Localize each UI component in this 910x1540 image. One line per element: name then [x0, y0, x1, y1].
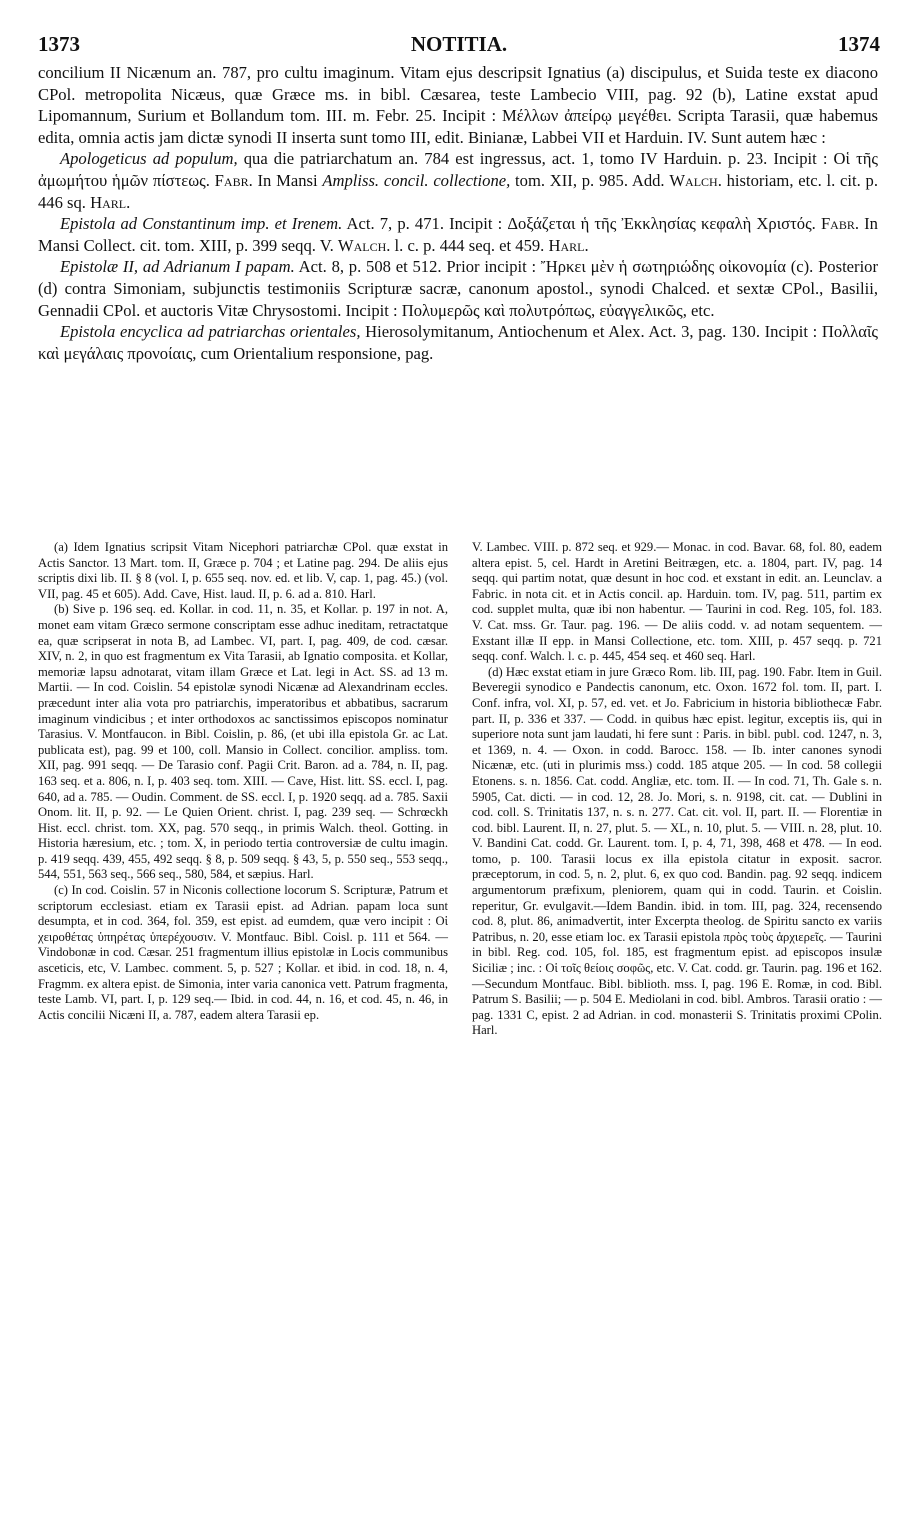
entry-title: Epistolæ II, ad Adrianum I papam. [60, 257, 295, 277]
entry-apologeticus [38, 148, 878, 213]
main-text [38, 62, 878, 364]
author-abbrev: Harl. [90, 192, 131, 212]
entry-text: In Mansi [252, 170, 323, 190]
page-header [38, 32, 880, 60]
entry-title: Epistola ad Constantinum imp. et Irenem. [60, 214, 343, 234]
author-abbrev: Harl. [548, 235, 589, 255]
footnotes-right-column [472, 540, 882, 1039]
entry-title: Epistola encyclica ad patriarchas orientales, [60, 322, 361, 342]
author-abbrev: Fabr. [214, 170, 253, 190]
entry-epistolae-adrianum [38, 256, 878, 321]
footnotes-left-column [38, 540, 448, 1023]
footnote-c-continued: V. Lambec. VIII. p. 872 seq. et 929.— Monac. in cod. Bavar. 68, fol. 80, eadem altera epist. 5, cel. Hardt in Aretini Beitrægen, etc. a. 1804, part. IV, pag. 14 seqq. qui partim notat, quæ desunt in hoc cod. et exstant in edit. an. Leunclav. a Fabric. in nota cit. et in Actis concil. ap. Harduin. tom. IV, pag. 511, partim ex cod. supplet multa, quæ ibi non habentur. — Taurini in cod. Reg. 105, fol. 183. V. Cat. mss. Gr. Taur. pag. 196. — De aliis codd. v. ad notam sequentem. — Exstant illæ II epp. in Mansi Collectione, etc. tom. XIII, p. 457 seqq. p. 721 seqq. conf. Walch. l. c. p. 445, 454 seq. et 460 seq. Harl. [472, 540, 882, 664]
footnote-a: (a) Idem Ignatius scripsit Vitam Nicephori patriarchæ CPol. quæ exstat in Actis Sanctor. 13 Mart. tom. II, Græce p. 704 ; et Latine pag. 294. De aliis ejus scriptis dixi lib. II. § 8 (vol. I, p. 655 seq. nov. ed. et lib. V, cap. 1, pag. 45.) (vol. VII, pag. 45 et 605). Add. Cave, Hist. laud. II, p. 6. ad a. 810. Harl. [38, 540, 448, 601]
left-page-number: 1373 [38, 32, 80, 56]
entry-title: Apologeticus ad populum, [60, 149, 238, 169]
work-title: Ampliss. concil. collectione, [322, 170, 511, 190]
entry-text: Hierosolymitanum, Antiochenum et Alex. Act. 3, pag. 130. Incipit : Πολλαῖς καὶ μεγάλαις προνοίαις, cum Orientalium responsione, pag. [38, 322, 878, 363]
entry-epistola-constantinum [38, 213, 878, 256]
entry-epistola-encyclica [38, 321, 878, 364]
author-abbrev: Walch. [669, 170, 722, 190]
entry-text: In Mansi Collect. cit. tom. XIII, p. 399 seqq. V. [38, 214, 878, 255]
footnote-d: (d) Hæc exstat etiam in jure Græco Rom. lib. III, pag. 190. Fabr. Item in Guil. Beveregii synodico e Pandectis canonum, etc. Oxon. 1672 fol. tom. II, part. I. Conf. infra, vol. XI, p. 57, ed. vet. et Jo. Fabricium in historia bibliothecæ Fabr. part. II, p. 336 et 337. — Codd. in quibus hæc epist. legitur, exceptis iis, qui in superiore nota sunt jam laudati, hi fere sunt : Paris. in bibl. publ. cod. 1247, n. 3, et 1369, n. 4. — Oxon. in codd. Barocc. 158. — Ib. inter canones synodi Nicænæ, etc. (uti in plurimis mss.) codd. 185 atque 205. — In cod. 58 collegii Etonens. s. n. 1856. Cat. codd. Angliæ, etc. tom. II. — In cod. 71, Th. Gale s. n. 5905, Cat. dicti. — in cod. 12, 28. Jo. Mori, s. n. 9198, cit. cat. — Dublini in cod. coll. S. Trinitatis 137, n. s. n. 277. Cat. cit. vol. II, part. II. — Florentiæ in cod. bibl. Laurent. II, n. 27, plut. 5. — XL, n. 10, plut. 5. — VIII. n. 28, plut. 10. V. Bandini Cat. codd. Gr. Laurent. tom. I, p. 4, 71, 398, 468 et 478. — In eod. tomo, p. 100. Tarasii locus ex illa epistola citatur in exposit. sacror. præceptorum, in cod. 5, n. 2, plut. 6, ex quo cod. Bandin. pag. 92 seqq. indicem argumentorum præfixum, pleniorem, quam qui in codd. Taurin. et Coislin. reperitur, Gr. evulgavit.—Idem Bandin. ibid. in tom. III, pag. 324, recensendo cod. 8, plut. 86, animadvertit, inter Excerpta theolog. de Spiritu sancto ex variis Patribus, n. 20, esse etiam loc. ex Tarasii epistola πρὸς τοὺς ἀρχιερεῖς. — Taurini in bibl. Reg. cod. 105, fol. 185, est fragmentum epist. ad episcopos insulæ Siciliæ ; inc. : Οἱ τοῖς θείοις σοφῶς, etc. V. Cat. codd. gr. Taurin. pag. 196 et 162.—Secundum Montfauc. Bibl. biblioth. mss. I, pag. 196 E. Romæ, in cod. Bibl. Patrum S. Basilii; — p. 504 E. Mediolani in cod. bibl. Ambros. Tarasii oratio : — pag. 1331 C, epist. 2 ad Adrian. in cod. monasterii S. Trinitatis proximi CPolin. Harl. [472, 664, 882, 1038]
footnote-b: (b) Sive p. 196 seq. ed. Kollar. in cod. 11, n. 35, et Kollar. p. 197 in not. A, monet eam vitam Græco sermone conscriptam esse adhuc ineditam, retractatque ea, quæ scripserat in nota B, ad Lambec. VI, part. I, pag. 409, de cod. cæsar. XIV, n. 2, in quo est fragmentum ex Vita Tarasii, ab Ignatio composita. et Kollar, memoriæ lapsu adnotarat, vitam illam Græce et Lat. legi in Act. SS. ad 13 m. Martii. — In cod. Coislin. 54 epistolæ synodi Nicænæ ad Alexandrinam eccles. præcedunt inter alia vota pro patriarchis, imperatoribus et abbatibus, sacrarum imaginum vindicibus ; et inter orthodoxos ac sanctissimos episcopos nominatur Tarasius. V. Montfaucon. in Bibl. Coislin, p. 86, (et ubi illa epistola Gr. ac Lat. publicata est), pag. 99 et 100, coll. Mansio in Collect. concilior. ampliss. tom. XII, pag. 991 seqq. — De Tarasio conf. Pagii Crit. Baron. ad a. 784, n. II, pag. 163 seq. et a. 806, n. I, p. 403 seq. tom. XIII. — Cave, Hist. litt. SS. eccl. I, pag. 640, ad a. 785. — Oudin. Comment. de SS. eccl. I, p. 1920 seqq. ad a. 785. Saxii Onom. lit. II, p. 92. — Le Quien Orient. christ. I, pag. 239 seq. — Schrœckh Hist. eccl. christ. tom. XX, pag. 570 seqq., in primis Walch. theol. Gotting. in Historia hæresium, etc. ; tom. X, in periodo tertia controversiæ de cultu imagin. p. 419 seqq. 439, 455, 492 seqq. § 8, p. 509 seqq. § 43, 5, p. 550 seq., 553 seqq., 544, 551, 563 seq., 566 seq., 580, 584, et sæpius. Harl. [38, 602, 448, 882]
entry-text: historiam, etc. l. cit. p. 446 sq. [38, 170, 878, 212]
entry-text: tom. XII, p. 985. Add. [510, 170, 670, 190]
entry-text: Act. 8, p. 508 et 512. Prior incipit : Ἤρκει μὲν ἡ σωτηριώδης οἰκονομία (c). Posterior (d) contra Simoniam, subjunctis testimoniis Scripturæ sacræ, canonum apostol., synodi Chalced. et sextæ CPol., Basilii, Gennadii CPol. et auctoris Vitæ Chrysostomi. Incipit : Πολυμερῶς καὶ πολυτρόπως, εὐαγγελικῶς, etc. [38, 257, 878, 320]
entry-text: qua die patriarchatum an. 784 est ingressus, act. 1, tomo IV Harduin. p. 23. Incipit : Οἱ τῆς ἀμωμήτου ἡμῶν πίστεως. [38, 149, 878, 190]
running-title: NOTITIA. [410, 32, 508, 56]
right-page-number: 1374 [838, 32, 880, 56]
intro-paragraph: concilium II Nicænum an. 787, pro cultu imaginum. Vitam ejus descripsit Ignatius (a) discipulus, et Suida teste ex diacono CPol. metropolita Nicæus, quæ Græce ms. in bibl. Cæsarea, teste Lambecio VIII, pag. 92 (b), Latine exstat apud Lipomannum, Surium et Bollandum tom. III. m. Febr. 25. Incipit : Μέλλων ἀπείρῳ μεγέθει. Scripta Tarasii, quæ habemus edita, omnia actis jam dictæ synodi II inserta sunt tomo III, edit. Binianæ, Labbei VII et Harduin. IV. Sunt autem hæc : [38, 63, 878, 147]
entry-text: Act. 7, p. 471. Incipit : Δοξάζεται ἡ τῆς Ἐκκλησίας κεφαλὴ Χριστός. [342, 214, 821, 234]
footnote-c: (c) In cod. Coislin. 57 in Niconis collectione locorum S. Scripturæ, Patrum et scriptorum ecclesiast. etiam ex Tarasii epist. ad Adrian. papam loca sunt desumpta, et in cod. 364, fol. 359, est epist. ad eumdem, quæ vero incipit : Οἱ χειροθέτας ὑπηρέτας ὑπερέχουσιν. V. Montfauc. Bibl. Coisl. p. 111 et 564. — Vindobonæ in cod. Cæsar. 251 fragmentum illius epistolæ in Locis communibus asceticis, etc, V. Lambec. comment. 5, p. 527 ; Kollar. et ibid. in cod. 18, n. 4, Fragmm. ex altera epist. de Simonia, inter varia canonica vett. Patrum fragmenta, teste Lamb. VI, part. I, p. 129 seq.— Ibid. in cod. 44, n. 16, et cod. 45, n. 46, in Actis concilii Nicæni II, a. 787, eadem altera Tarasii ep. [38, 883, 448, 1022]
author-abbrev: Walch. [337, 235, 391, 255]
entry-text: l. c. p. 444 seq. et 459. [390, 235, 549, 255]
author-abbrev: Fabr. [820, 214, 859, 234]
